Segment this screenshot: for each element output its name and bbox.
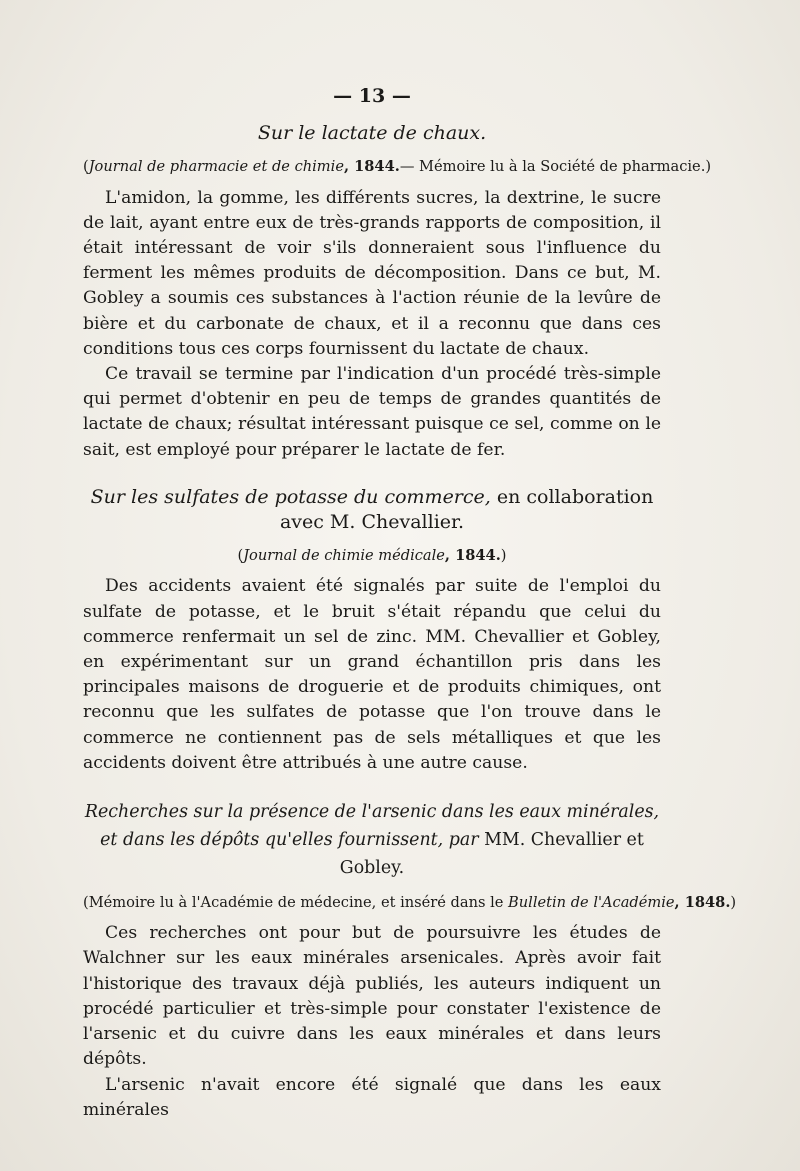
paragraph: L'arsenic n'avait encore été signalé que dans les eaux minérales — [83, 1074, 661, 1120]
section-title-lactate: Sur le lactate de chaux. — [257, 122, 487, 145]
ref-note: — Mémoire lu à la Société de pharmacie. — [399, 158, 706, 176]
ref-year: , 1844. — [343, 158, 400, 176]
ref-journal: Bulletin de l'Académie — [508, 894, 675, 912]
title-plain: MM. Chevallier et Gobley. — [339, 830, 644, 879]
title-italic: Sur les sulfates de potasse du commerce, — [90, 485, 491, 508]
paragraph: Ce travail se termine par l'indication d'un procédé très-simple qui permet d'obtenir en peu de temps de grandes quantités de lactate de chaux; résultat intéressant puisque ce sel, comme on le sait, est employé pour préparer le lactate de fer. — [83, 364, 661, 460]
ref-journal: Journal de pharmacie et de chimie — [88, 158, 344, 176]
ref-pre: Mémoire lu à l'Académie de médecine, et inséré dans le — [88, 894, 509, 912]
ref-journal: Journal de chimie médicale — [243, 547, 445, 565]
spacer — [83, 776, 661, 798]
paragraph: L'amidon, la gomme, les différents sucres, la dextrine, le sucre de lait, ayant entre eux de très-grands rapports de composition, il était intéressant de voir s'ils donneraient sous l'influence du ferment les mêmes produits de décomposition. Dans ce but, M. Gobley a soumis ces substances à l'action réunie de la levûre de bière et du carbonate de chaux, et il a reconnu que dans ces conditions tous ces corps fournissent du lactate de chaux. — [83, 187, 661, 359]
section-title-sulfates — [83, 485, 661, 535]
section-title-arsenic — [83, 798, 661, 882]
ref-year: , 1848. — [674, 894, 731, 912]
paragraph: Ces recherches ont pour but de poursuivre les études de Walchner sur les eaux minérales arsenicales. Après avoir fait l'historique des travaux déjà publiés, les auteurs indiquent un procédé particulier et très-simple pour constater l'existence de l'arsenic et du cuivre dans les eaux minérales et dans leurs dépôts. — [83, 923, 661, 1070]
reference-arsenic: (Mémoire lu à l'Académie de médecine, et inséré dans le Bulletin de l'Académie, 1848.) — [83, 894, 737, 912]
text-column — [83, 84, 737, 1123]
ref-year: , 1844. — [444, 547, 501, 565]
title-italic: Recherches sur la présence de l'arsenic dans les eaux minérales, et dans les dépôts qu'elles fournissent, par — [84, 802, 660, 851]
reference-sulfates: (Journal de chimie médicale, 1844.) — [237, 547, 507, 565]
title-plain: en collaboration avec M. Chevallier. — [279, 485, 654, 534]
spacer — [83, 463, 661, 485]
reference-lactate: (Journal de pharmacie et de chimie, 1844.— Mémoire lu à la Société de pharmacie.) — [83, 158, 712, 176]
page-number: — 13 — — [333, 85, 411, 107]
paragraph: Des accidents avaient été signalés par suite de l'emploi du sulfate de potasse, et le bruit s'était répandu que celui du commerce renfermait un sel de zinc. MM. Chevallier et Gobley, en expérimentant sur un grand échantillon pris dans les principales maisons de droguerie et de produits chimiques, ont reconnu que les sulfates de potasse que l'on trouve dans le commerce ne contiennent pas de sels métalliques et que les accidents doivent être attribués à une autre cause. — [83, 576, 661, 773]
